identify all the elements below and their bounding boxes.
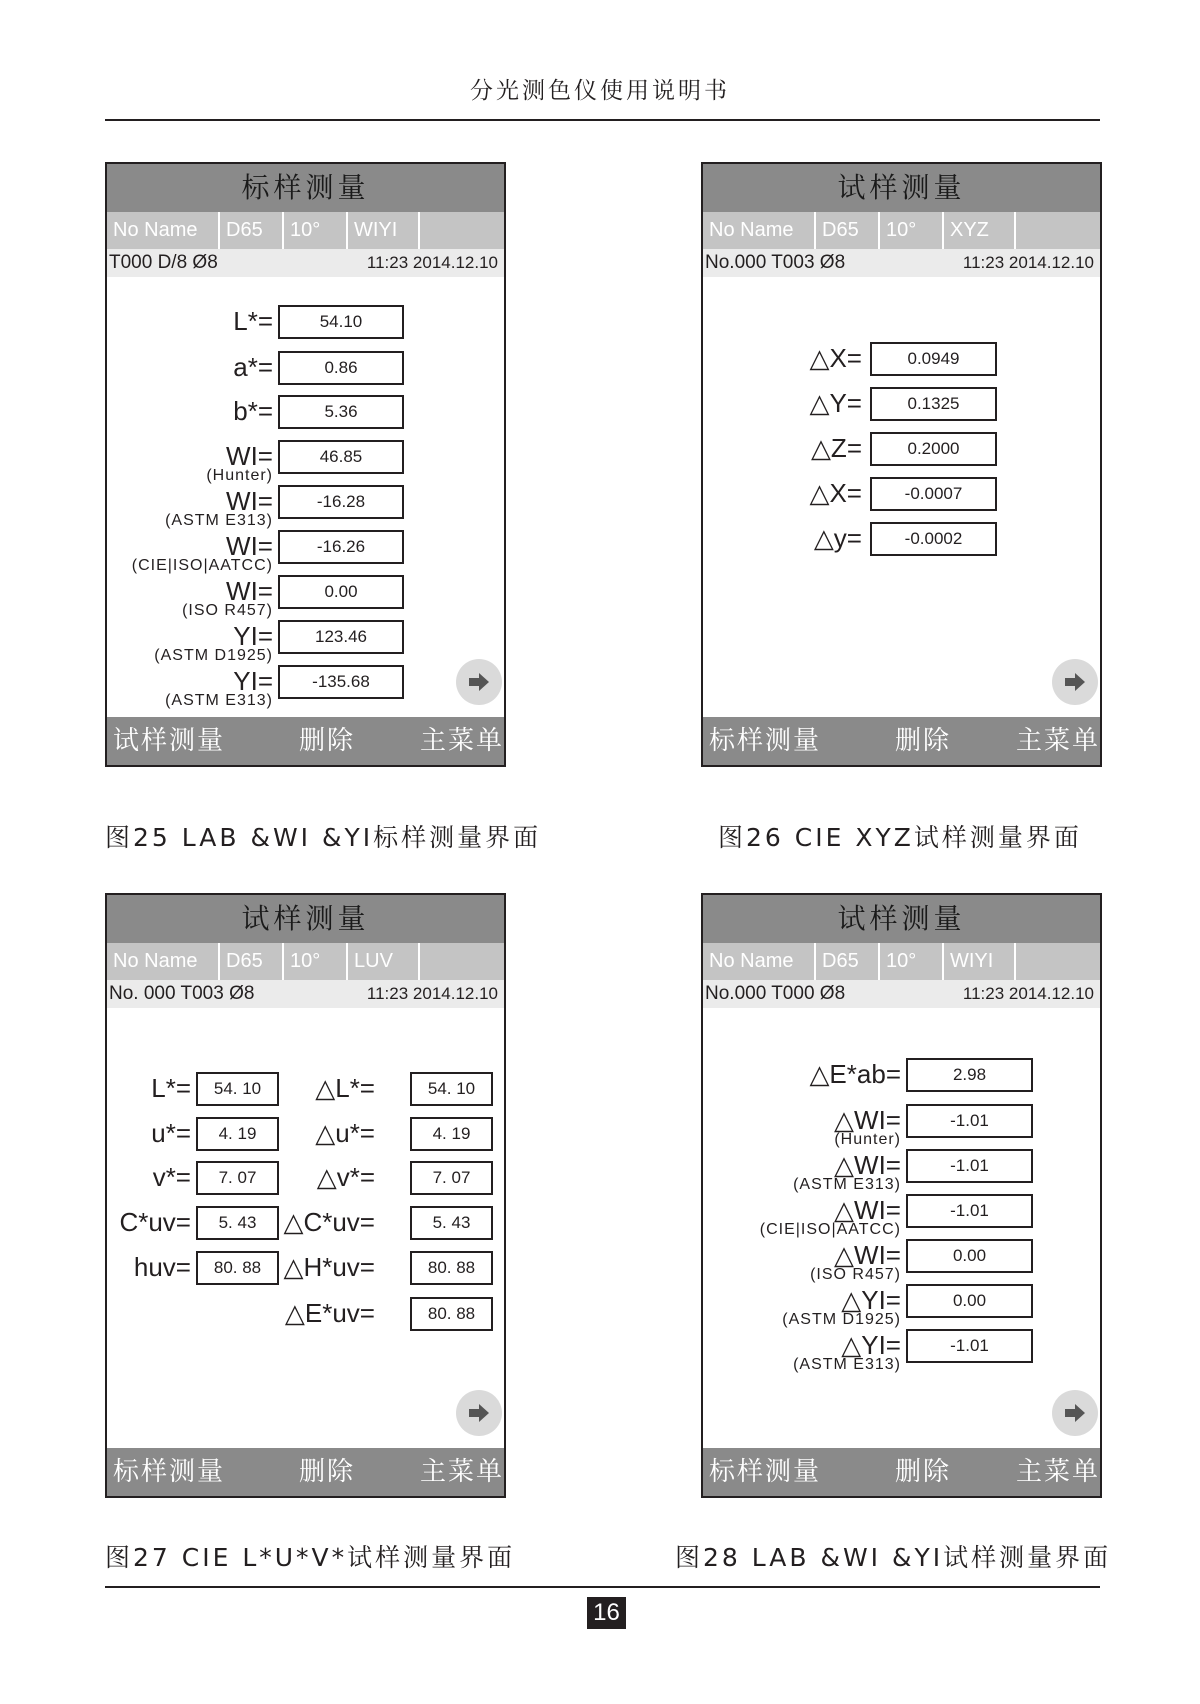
measure-value: 80. 88 — [196, 1251, 279, 1285]
main-menu-button[interactable]: 主菜单 — [1016, 1457, 1101, 1487]
sample-measure-button[interactable]: 试样测量 — [113, 726, 226, 756]
measure-row — [703, 342, 1104, 376]
timestamp: 11:23 2014.12.10 — [366, 253, 498, 272]
measure-label: YI= — [233, 666, 273, 696]
measure-value: 0.1325 — [870, 387, 997, 421]
measure-value: 0.2000 — [870, 432, 997, 466]
measure-label: WI= — [226, 441, 273, 471]
delete-button[interactable]: 删除 — [895, 726, 952, 756]
measure-standard: (Hunter) — [206, 467, 273, 484]
measure-label: △H*uv= — [283, 1252, 375, 1282]
measure-standard: (ASTM E313) — [793, 1356, 901, 1373]
arrow-right-icon — [467, 670, 491, 694]
standard-measure-button[interactable]: 标样测量 — [113, 1457, 226, 1487]
measure-row — [107, 485, 508, 529]
measure-value: 4. 19 — [410, 1117, 493, 1151]
measure-value: -0.0007 — [870, 477, 997, 511]
measure-label: huv= — [133, 1252, 191, 1282]
measure-label: △YI= — [841, 1285, 901, 1315]
figure-28-screen — [701, 893, 1102, 1498]
screen-title: 试样测量 — [703, 164, 1100, 212]
next-page-button[interactable] — [456, 1390, 502, 1436]
measure-value: -1.01 — [906, 1194, 1033, 1228]
illuminant[interactable]: D65 — [220, 212, 284, 249]
illuminant[interactable]: D65 — [220, 943, 284, 980]
measure-value: -1.01 — [906, 1149, 1033, 1183]
measure-standard: (CIE|ISO|AATCC) — [131, 557, 273, 574]
measure-row — [277, 1161, 508, 1195]
next-page-button[interactable] — [1052, 659, 1098, 705]
next-page-button[interactable] — [1052, 1390, 1098, 1436]
header-rule — [105, 119, 1100, 121]
measure-value: 0.86 — [278, 351, 404, 385]
measure-row — [107, 395, 508, 429]
figure-27-caption: 图27 CIE L*U*V*试样测量界面 — [105, 1543, 516, 1572]
measure-label: △Z= — [810, 433, 862, 463]
measure-value: 5.36 — [278, 395, 404, 429]
sample-name[interactable]: No Name — [107, 943, 220, 980]
measure-value: 0.00 — [278, 575, 404, 609]
standard-measure-button[interactable]: 标样测量 — [709, 726, 822, 756]
measure-row — [107, 665, 508, 709]
standard-measure-button[interactable]: 标样测量 — [709, 1457, 822, 1487]
bottom-menu — [703, 1448, 1100, 1496]
measure-value: 123.46 — [278, 620, 404, 654]
measure-standard: (ASTM E313) — [165, 512, 273, 529]
measure-row — [277, 1072, 508, 1106]
measure-row — [277, 1251, 508, 1285]
observer-angle[interactable]: 10° — [284, 212, 348, 249]
measure-value: 2.98 — [906, 1058, 1033, 1092]
measure-standard: (ISO R457) — [810, 1266, 901, 1283]
measure-row — [703, 1284, 1104, 1328]
measure-label: △Y= — [809, 388, 862, 418]
measure-value: 54. 10 — [410, 1072, 493, 1106]
arrow-right-icon — [1063, 1401, 1087, 1425]
observer-angle[interactable]: 10° — [284, 943, 348, 980]
measure-label: △X= — [809, 478, 862, 508]
measure-label: b*= — [233, 396, 273, 426]
main-menu-button[interactable]: 主菜单 — [1016, 726, 1101, 756]
measure-value: 46.85 — [278, 440, 404, 474]
measure-label: v*= — [152, 1162, 191, 1192]
measure-label: a*= — [233, 352, 273, 382]
sample-id: T000 D/8 Ø8 — [109, 252, 218, 273]
measure-row — [703, 387, 1104, 421]
measure-label: WI= — [226, 486, 273, 516]
measure-value: -135.68 — [278, 665, 404, 699]
illuminant[interactable]: D65 — [816, 943, 880, 980]
screen-title: 试样测量 — [107, 895, 504, 943]
measure-standard: (ASTM D1925) — [782, 1311, 901, 1328]
measure-value: 7. 07 — [196, 1161, 279, 1195]
timestamp: 11:23 2014.12.10 — [962, 253, 1094, 272]
color-space[interactable]: WIYI — [944, 943, 1016, 980]
measure-label: L*= — [151, 1073, 191, 1103]
sample-id: No.000 T003 Ø8 — [705, 252, 846, 273]
figure-25-caption: 图25 LAB &WI &YI标样测量界面 — [105, 823, 542, 852]
measure-value: 54. 10 — [196, 1072, 279, 1106]
sample-name[interactable]: No Name — [107, 212, 220, 249]
measure-value: 0.00 — [906, 1284, 1033, 1318]
measure-standard: (ASTM E313) — [165, 692, 273, 709]
measure-row — [277, 1297, 508, 1331]
color-space[interactable]: XYZ — [944, 212, 1016, 249]
footer-rule — [105, 1586, 1100, 1588]
figure-27-screen — [105, 893, 506, 1498]
illuminant[interactable]: D65 — [816, 212, 880, 249]
measure-label: △C*uv= — [283, 1207, 375, 1237]
measure-label: △X= — [809, 343, 862, 373]
measure-value: 80. 88 — [410, 1251, 493, 1285]
measure-label: YI= — [233, 621, 273, 651]
measure-row — [277, 1117, 508, 1151]
screen-title: 标样测量 — [107, 164, 504, 212]
measure-row — [107, 351, 508, 385]
info-bar — [107, 212, 504, 249]
measure-value: -16.26 — [278, 530, 404, 564]
measure-value: -16.28 — [278, 485, 404, 519]
delete-button[interactable]: 删除 — [895, 1457, 952, 1487]
main-menu-button[interactable]: 主菜单 — [420, 726, 505, 756]
measure-row — [703, 1329, 1104, 1373]
status-bar — [107, 249, 504, 277]
sample-id: No. 000 T003 Ø8 — [109, 983, 255, 1004]
timestamp: 11:23 2014.12.10 — [366, 984, 498, 1003]
measure-label: △u*= — [315, 1118, 375, 1148]
measure-label: △YI= — [841, 1330, 901, 1360]
measure-label: L*= — [233, 306, 273, 336]
measure-standard: (ISO R457) — [182, 602, 273, 619]
measure-label: △E*ab= — [809, 1059, 901, 1089]
color-space[interactable]: LUV — [348, 943, 420, 980]
measure-value: -1.01 — [906, 1329, 1033, 1363]
measure-row — [107, 620, 508, 664]
observer-angle[interactable]: 10° — [880, 943, 944, 980]
measure-row — [703, 432, 1104, 466]
sample-name[interactable]: No Name — [703, 212, 816, 249]
info-bar — [703, 943, 1100, 980]
measure-label: WI= — [226, 576, 273, 606]
measure-row — [703, 1239, 1104, 1283]
info-bar — [703, 212, 1100, 249]
measure-label: △WI= — [834, 1150, 901, 1180]
measure-row — [703, 522, 1104, 556]
measure-label: C*uv= — [119, 1207, 191, 1237]
figure-28-caption: 图28 LAB &WI &YI试样测量界面 — [675, 1543, 1112, 1572]
measure-value: -1.01 — [906, 1104, 1033, 1138]
info-bar — [107, 943, 504, 980]
measure-value: 4. 19 — [196, 1117, 279, 1151]
measure-label: WI= — [226, 531, 273, 561]
sample-name[interactable]: No Name — [703, 943, 816, 980]
measure-label: △y= — [813, 523, 862, 553]
measure-label: △WI= — [834, 1240, 901, 1270]
status-bar — [703, 249, 1100, 277]
measure-value: 54.10 — [278, 305, 404, 339]
figure-26-caption: 图26 CIE XYZ试样测量界面 — [718, 823, 1082, 852]
observer-angle[interactable]: 10° — [880, 212, 944, 249]
bottom-menu — [107, 1448, 504, 1496]
main-menu-button[interactable]: 主菜单 — [420, 1457, 505, 1487]
measure-value: 7. 07 — [410, 1161, 493, 1195]
color-space[interactable]: WIYI — [348, 212, 420, 249]
measure-standard: (Hunter) — [834, 1131, 901, 1148]
measure-label: u*= — [151, 1118, 191, 1148]
measure-standard: (ASTM D1925) — [154, 647, 273, 664]
measure-label: △E*uv= — [284, 1298, 375, 1328]
measure-row — [107, 530, 508, 574]
measure-row — [107, 440, 508, 484]
measure-row — [703, 1149, 1104, 1193]
measure-row — [107, 305, 508, 339]
measure-row — [703, 1194, 1104, 1238]
measure-standard: (ASTM E313) — [793, 1176, 901, 1193]
timestamp: 11:23 2014.12.10 — [962, 984, 1094, 1003]
measure-value: 0.0949 — [870, 342, 997, 376]
screen-title: 试样测量 — [703, 895, 1100, 943]
measure-value: -0.0002 — [870, 522, 997, 556]
measure-value: 80. 88 — [410, 1297, 493, 1331]
document-title: 分光测色仪使用说明书 — [470, 78, 730, 104]
delete-button[interactable]: 删除 — [299, 1457, 356, 1487]
arrow-right-icon — [467, 1401, 491, 1425]
measure-label: △WI= — [834, 1105, 901, 1135]
status-bar — [703, 980, 1100, 1008]
measure-row — [277, 1206, 508, 1240]
sample-id: No.000 T000 Ø8 — [705, 983, 846, 1004]
page-number: 16 — [587, 1597, 626, 1629]
bottom-menu — [107, 717, 504, 765]
measure-label: △v*= — [316, 1162, 375, 1192]
measure-value: 5. 43 — [196, 1206, 279, 1240]
measure-row — [703, 477, 1104, 511]
delete-button[interactable]: 删除 — [299, 726, 356, 756]
measure-value: 0.00 — [906, 1239, 1033, 1273]
measure-standard: (CIE|ISO|AATCC) — [759, 1221, 901, 1238]
arrow-right-icon — [1063, 670, 1087, 694]
figure-26-screen — [701, 162, 1102, 767]
measure-row — [703, 1104, 1104, 1148]
measure-label: △WI= — [834, 1195, 901, 1225]
measure-row — [107, 575, 508, 619]
measure-label: △L*= — [315, 1073, 375, 1103]
measure-row — [703, 1058, 1104, 1092]
next-page-button[interactable] — [456, 659, 502, 705]
figure-25-screen — [105, 162, 506, 767]
measure-value: 5. 43 — [410, 1206, 493, 1240]
status-bar — [107, 980, 504, 1008]
bottom-menu — [703, 717, 1100, 765]
